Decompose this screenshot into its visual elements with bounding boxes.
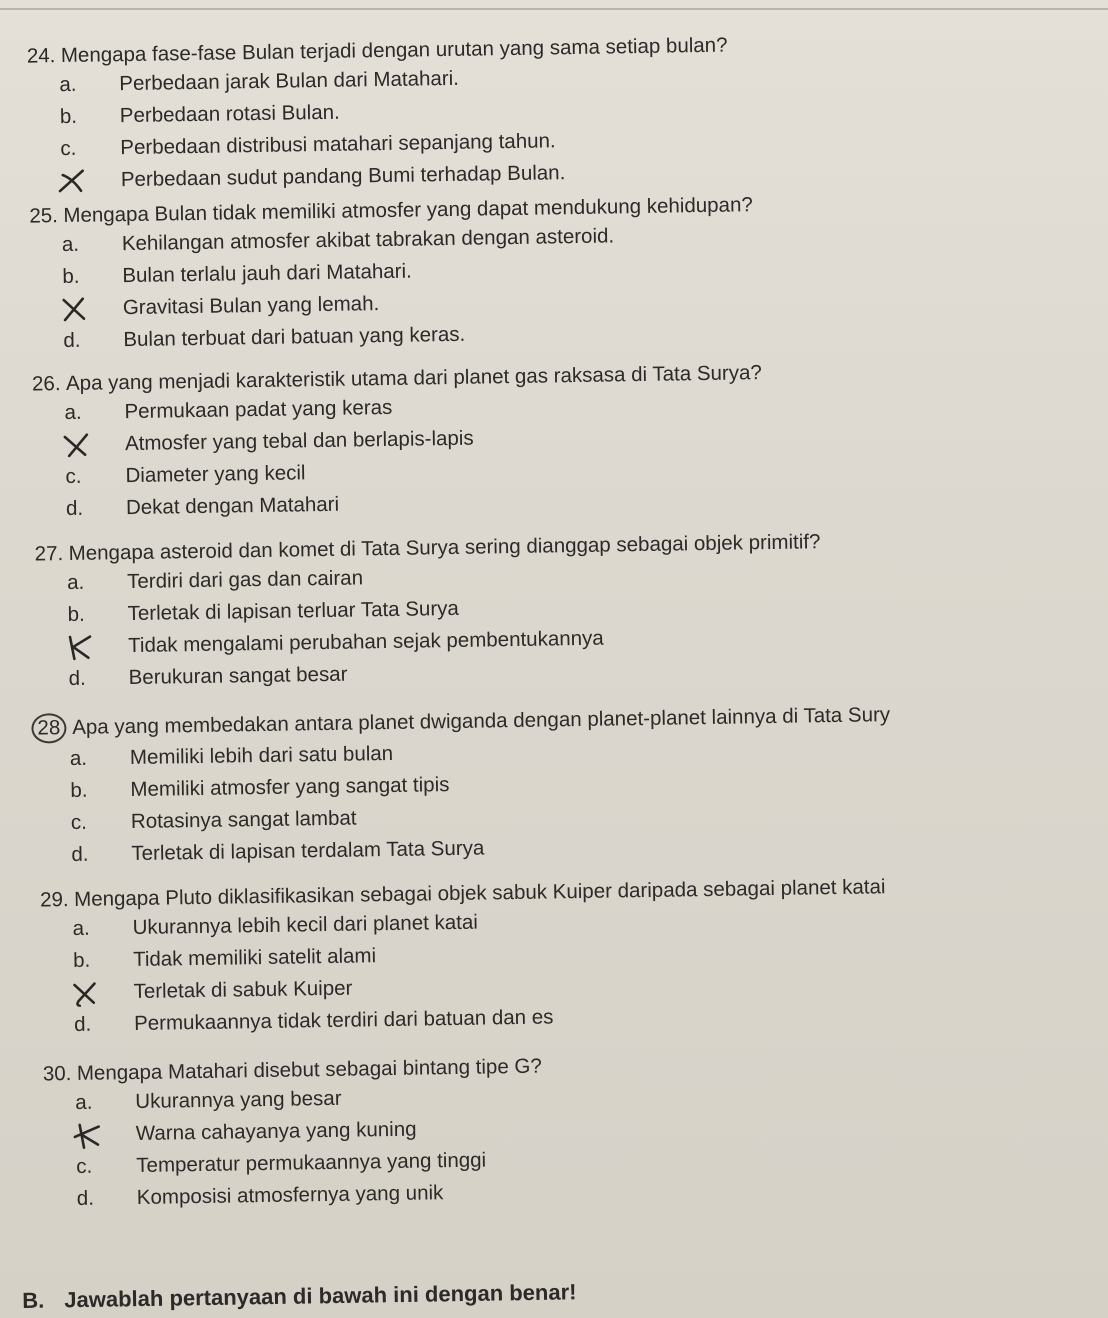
option-text: Terletak di sabuk Kuiper [133, 976, 353, 1004]
option-text: Warna cahayanya yang kuning [135, 1117, 417, 1146]
option-text: Temperatur permukaannya yang tinggi [136, 1148, 487, 1178]
option-letter: d. [63, 328, 81, 353]
option-letter: c. [76, 1154, 93, 1178]
question-25 [29, 186, 1108, 357]
question-number: 25. [29, 204, 59, 228]
cross-mark-icon [57, 167, 87, 195]
option-letter: b. [59, 104, 78, 129]
option-letter: d. [65, 496, 84, 521]
option-text: Berukuran sangat besar [128, 662, 348, 690]
option-text: Tidak memiliki satelit alami [132, 944, 377, 972]
option-letter: a. [75, 1090, 93, 1114]
option-text: Dekat dengan Matahari [125, 492, 340, 520]
question-number: 26. [31, 372, 61, 396]
option-text: Kehilangan atmosfer akibat tabrakan dengan asteroid. [121, 224, 615, 256]
question-number-circled: 28 [31, 713, 66, 744]
option-text: Memiliki atmosfer yang sangat tipis [130, 773, 450, 802]
option-letter: a. [69, 746, 88, 770]
cross-mark-icon [69, 979, 99, 1007]
question-27 [35, 524, 1108, 695]
option-text: Rotasinya sangat lambat [130, 806, 357, 834]
option-text: Bulan terlalu jauh dari Matahari. [122, 259, 412, 288]
option-text: Diameter yang kecil [125, 461, 306, 488]
question-text: Apa yang menjadi karakteristik utama dari planet gas raksasa di Tata Surya? [65, 361, 762, 396]
question-text: Apa yang membedakan antara planet dwiganda dengan planet-planet lainnya di Tata Sury [72, 703, 891, 739]
option-letter: c. [70, 810, 88, 834]
question-number: 29. [39, 888, 69, 912]
option-text: Terletak di lapisan terluar Tata Surya [127, 596, 460, 626]
option-text: Gravitasi Bulan yang lemah. [122, 292, 380, 320]
option-text: Bulan terbuat dari batuan yang keras. [123, 322, 466, 352]
option-text: Perbedaan sudut pandang Bumi terhadap Bulan. [120, 161, 566, 192]
section-letter: B. [22, 1287, 45, 1313]
option-letter: a. [59, 72, 77, 97]
option-letter: b. [72, 948, 91, 972]
option-text: Ukurannya lebih kecil dari planet katai [132, 910, 479, 940]
option-letter: b. [70, 778, 88, 802]
question-number: 30. [42, 1062, 72, 1086]
option-letter: d. [76, 1186, 95, 1210]
option-letter: c. [65, 464, 82, 489]
question-text: Mengapa asteroid dan komet di Tata Surya sering dianggap sebagai objek primitif? [68, 530, 821, 565]
option-letter: a. [61, 232, 80, 257]
question-text: Mengapa Pluto diklasifikasikan sebagai objek sabuk Kuiper daripada sebagai planet katai [73, 875, 886, 911]
option-letter: d. [73, 1012, 92, 1036]
question-text: Mengapa Matahari disebut sebagai bintang tipe G? [76, 1054, 542, 1085]
option-text: Atmosfer yang tebal dan berlapis-lapis [124, 426, 474, 456]
question-number: 24. [26, 44, 56, 68]
option-letter: d. [68, 666, 86, 691]
question-text: Mengapa fase-fase Bulan terjadi dengan urutan yang sama setiap bulan? [60, 33, 728, 68]
question-28 [37, 696, 1108, 871]
option-text: Tidak mengalami perubahan sejak pembentukannya [127, 626, 604, 658]
option-letter: b. [67, 602, 85, 627]
option-letter: a. [66, 570, 85, 595]
question-text: Mengapa Bulan tidak memiliki atmosfer yang dapat mendukung kehidupan? [63, 193, 753, 228]
option-text: Permukaannya tidak terdiri dari batuan dan es [133, 1005, 554, 1036]
question-29 [40, 870, 1108, 1041]
question-26 [32, 354, 1108, 525]
option-letter: a. [64, 400, 82, 425]
option-letter: b. [62, 264, 80, 289]
option-letter: d. [71, 842, 89, 866]
option-text: Ukurannya yang besar [135, 1086, 342, 1114]
option-letter: c. [60, 136, 77, 161]
option-letter: a. [72, 916, 90, 940]
option-text: Perbedaan jarak Bulan dari Matahari. [119, 66, 460, 96]
option-text: Terdiri dari gas dan cairan [126, 566, 364, 594]
cross-mark-icon [64, 633, 94, 661]
question-number: 27. [34, 542, 64, 566]
option-text: Komposisi atmosfernya yang unik [136, 1181, 444, 1209]
section-instruction: Jawablah pertanyaan di bawah ini dengan benar! [64, 1279, 577, 1313]
question-30 [43, 1044, 1108, 1215]
cross-mark-icon [59, 295, 89, 323]
option-text: Perbedaan distribusi matahari sepanjang tahun. [120, 129, 556, 160]
option-text: Perbedaan rotasi Bulan. [119, 100, 340, 128]
option-text: Terletak di lapisan terdalam Tata Surya [131, 836, 485, 866]
cross-mark-icon [72, 1121, 102, 1149]
question-24 [27, 26, 1108, 197]
option-text: Memiliki lebih dari satu bulan [129, 741, 394, 770]
cross-mark-icon [61, 431, 91, 459]
option-text: Permukaan padat yang keras [124, 395, 393, 424]
